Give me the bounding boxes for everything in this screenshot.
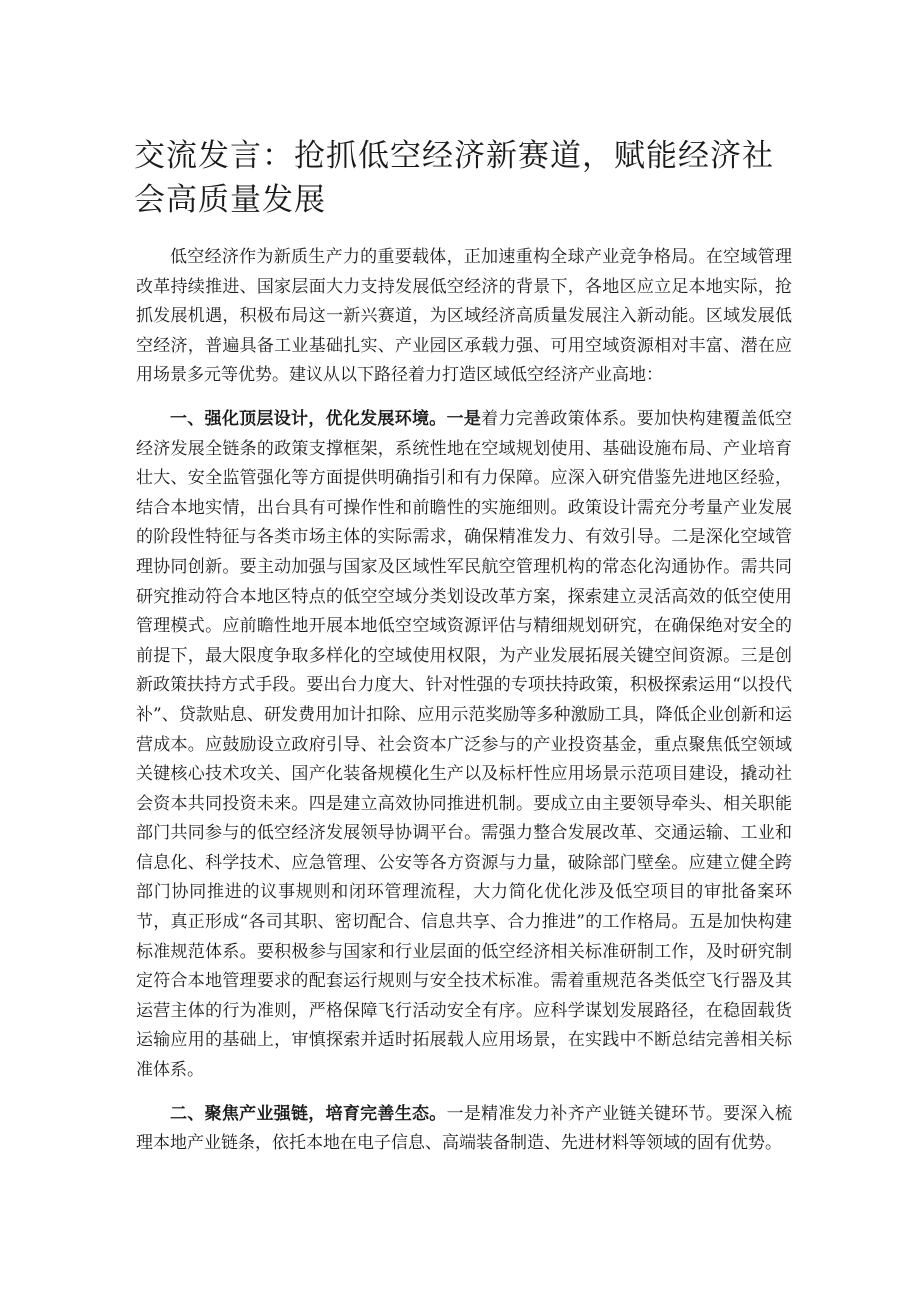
document-body bbox=[136, 243, 792, 1173]
section-2-body: 一是精准发力补齐产业链关键环节。要深入梳理本地产业链条，依托本地在电子信息、高端装备制造、先进材料等领域的固有优势。 bbox=[136, 1103, 793, 1154]
document-title: 交流发言：抢抓低空经济新赛道，赋能经济社会高质量发展 bbox=[134, 138, 774, 218]
intro-paragraph: 低空经济作为新质生产力的重要载体，正加速重构全球产业竞争格局。在空域管理改革持续推进、国家层面大力支持发展低空经济的背景下，各地区应立足本地实际，抢抓发展机遇，积极布局这一新兴赛道，为区域经济高质量发展注入新动能。区域发展低空经济，普遍具备工业基础扎实、产业园区承载力强、可用空域资源相对丰富、潜在应用场景多元等优势。建议从以下路径着力打造区域低空经济产业高地： bbox=[136, 247, 792, 386]
section-1-body: 着力完善政策体系。要加快构建覆盖低空经济发展全链条的政策支撑框架，系统性地在空域规划使用、基础设施布局、产业培育壮大、安全监管强化等方面提供明确指引和有力保障。应深入研究借鉴先进地区经验，结合本地实情，出台具有可操作性和前瞻性的实施细则。政策设计需充分考量产业发展的阶段性特征与各类市场主体的实际需求，确保精准发力、有效引导。二是深化空域管理协同创新。要主动加强与国家及区域性军民航空管理机构的常态化沟通协作。需共同研究推动符合本地区特点的低空空域分类划设改革方案，探索建立灵活高效的低空使用管理模式。应前瞻性地开展本地低空空域资源评估与精细规划研究，在确保绝对安全的前提下，最大限度争取多样化的空域使用权限，为产业发展拓展关键空间资源。三是创新政策扶持方式手段。要出台力度大、针对性强的专项扶持政策，积极探索运用“以投代补”、贷款贴息、研发费用加计扣除、应用示范奖励等多种激励工具，降低企业创新和运营成本。应鼓励设立政府引导、社会资本广泛参与的产业投资基金，重点聚焦低空领域关键核心技术攻关、国产化装备规模化生产以及标杆性应用场景示范项目建设，撬动社会资本共同投资未来。四是建立高效协同推进机制。要成立由主要领导牵头、相关职能部门共同参与的低空经济发展领导协调平台。需强力整合发展改革、交通运输、工业和信息化、科学技术、应急管理、公安等各方资源与力量，破除部门壁垒。应建立健全跨部门协同推进的议事规则和闭环管理流程，大力简化优化涉及低空项目的审批备案环节，真正形成“各司其职、密切配合、信息共享、合力推进”的工作格局。五是加快构建标准规范体系。要积极参与国家和行业层面的低空经济相关标准研制工作，及时研究制定符合本地管理要求的配套运行规则与安全技术标准。需着重规范各类低空飞行器及其运营主体的行为准则，严格保障飞行活动安全有序。应科学谋划发展路径，在稳固载货运输应用的基础上，审慎探索并适时拓展载人应用场景，在实践中不断总结完善相关标准体系。 bbox=[136, 408, 793, 1081]
section-2-heading: 二、聚焦产业强链，培育完善生态。 bbox=[170, 1103, 447, 1124]
section-1-lead: 一是 bbox=[446, 408, 482, 429]
section-2-paragraph bbox=[136, 1100, 792, 1159]
section-1-heading: 一、强化顶层设计，优化发展环境。 bbox=[170, 408, 447, 429]
section-1-paragraph bbox=[136, 405, 792, 1086]
